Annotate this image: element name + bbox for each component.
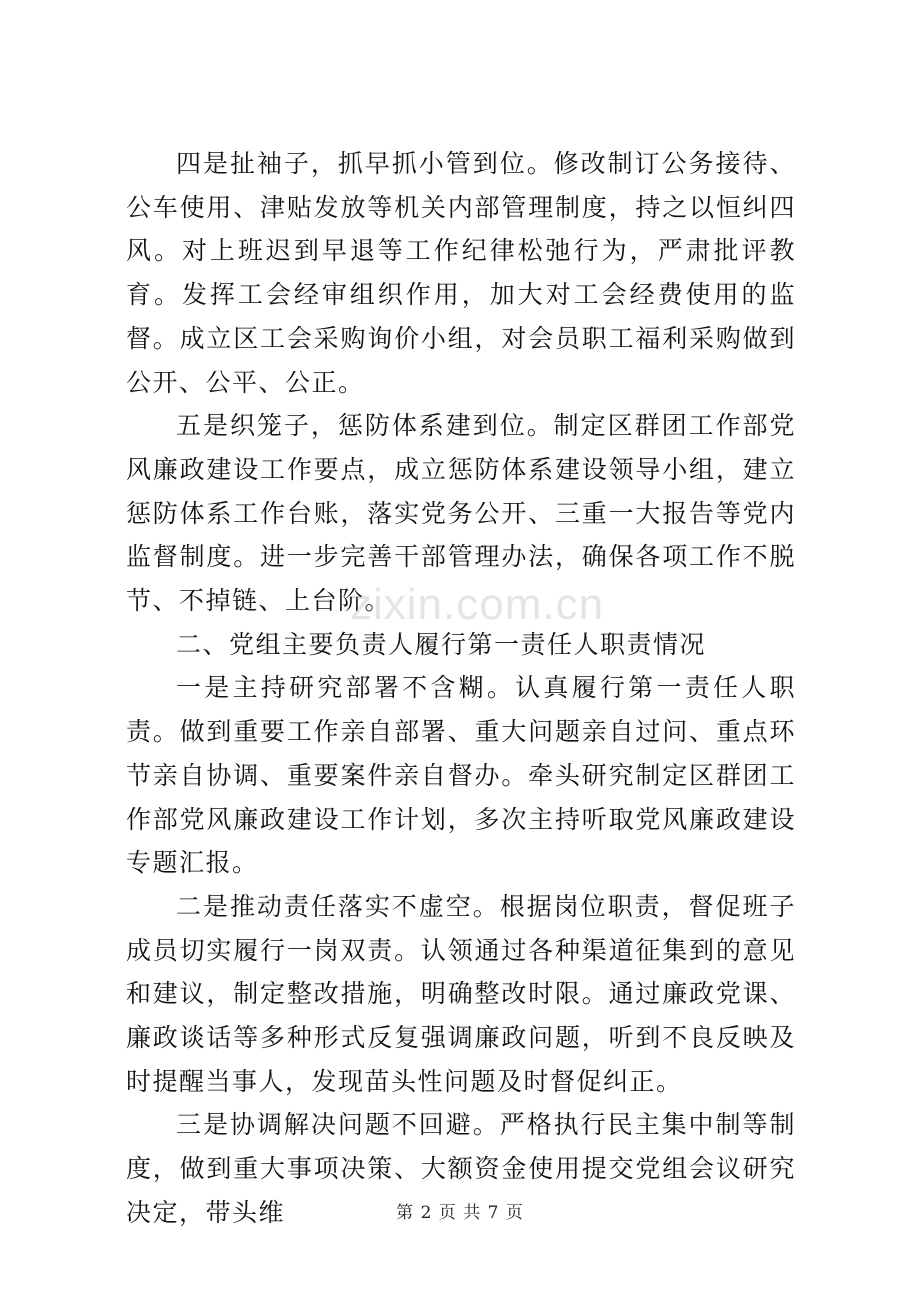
document-body xyxy=(126,142,796,1235)
page-footer: 第 2 页 共 7 页 xyxy=(396,1203,524,1223)
paragraph-three-coordination: 三是协调解决问题不回避。严格执行民主集中制等制度，做到重大事项决策、大额资金使用提交党组会议研究决定，带头维 xyxy=(126,1110,796,1227)
paragraph-five-cage: 五是织笼子，惩防体系建到位。制定区群团工作部党风廉政建设工作要点，成立惩防体系建设领导小组，建立惩防体系工作台账，落实党务公开、三重一大报告等党内监督制度。进一步完善干部管理办法，确保各项工作不脱节、不掉链、上台阶。 xyxy=(126,411,796,616)
watermark-text: zixin.com.cn xyxy=(350,580,605,629)
paragraph-four-sleeves: 四是扯袖子，抓早抓小管到位。修改制订公务接待、公车使用、津贴发放等机关内部管理制度，持之以恒纠四风。对上班迟到早退等工作纪律松弛行为，严肃批评教育。发挥工会经审组织作用，加大对工会经费使用的监督。成立区工会采购询价小组，对会员职工福利采购做到公开、公平、公正。 xyxy=(126,149,796,397)
section-heading-two: 二、党组主要负责人履行第一责任人职责情况 xyxy=(176,629,707,659)
paragraph-one-research: 一是主持研究部署不含糊。认真履行第一责任人职责。做到重要工作亲自部署、重大问题亲自过问、重点环节亲自协调、重要案件亲自督办。牵头研究制定区群团工作部党风廉政建设工作计划，多次主持听取党风廉政建设专题汇报。 xyxy=(126,673,796,878)
paragraph-two-responsibility: 二是推动责任落实不虚空。根据岗位职责，督促班子成员切实履行一岗双责。认领通过各种渠道征集到的意见和建议，制定整改措施，明确整改时限。通过廉政党课、廉政谈话等多种形式反复强调廉政问题，听到不良反映及时提醒当事人，发现苗头性问题及时督促纠正。 xyxy=(126,891,796,1096)
